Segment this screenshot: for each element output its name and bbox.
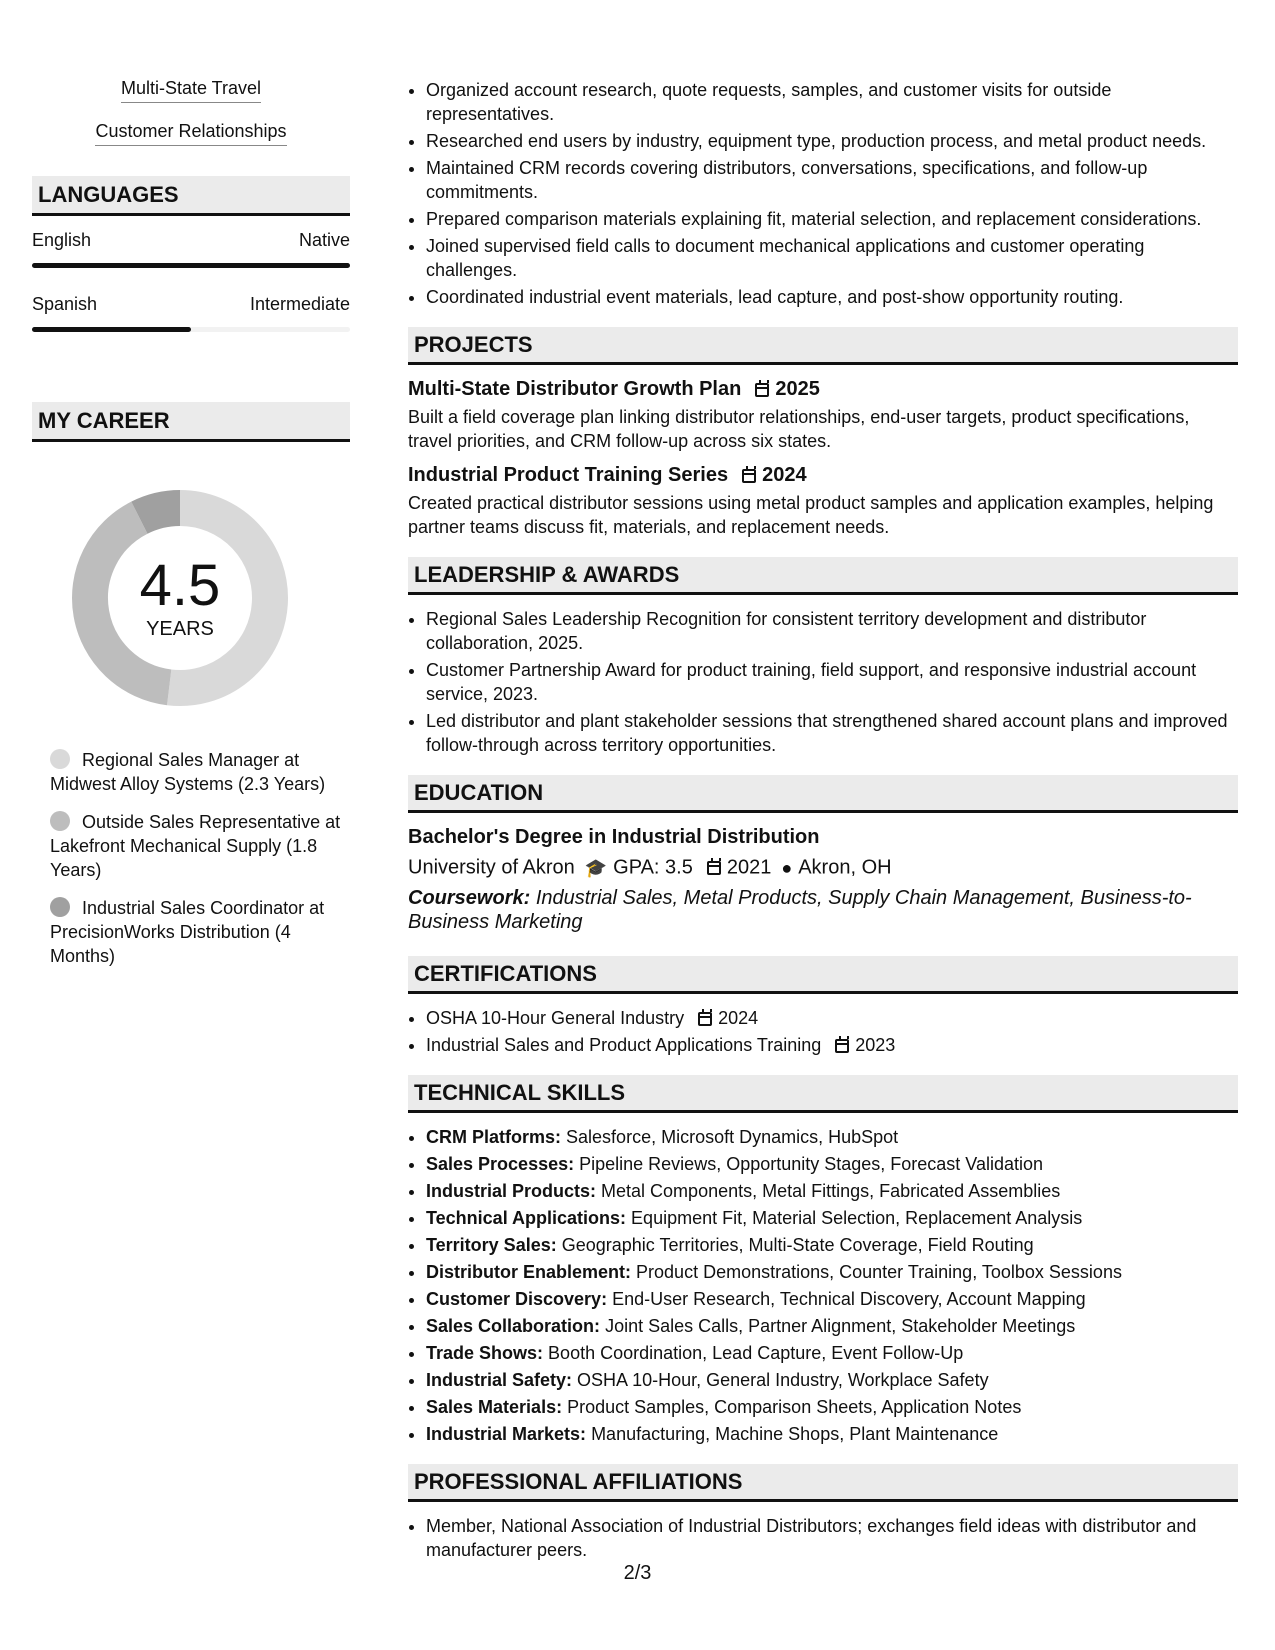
skill-value: Booth Coordination, Lead Capture, Event Follow-Up bbox=[548, 1342, 964, 1363]
certification-item bbox=[426, 1006, 1238, 1030]
skill-item bbox=[426, 1206, 1238, 1230]
skills-heading: TECHNICAL SKILLS bbox=[408, 1075, 1238, 1113]
career-legend-item bbox=[50, 810, 350, 882]
legend-dot bbox=[50, 749, 70, 769]
school-name: University of Akron bbox=[408, 856, 575, 879]
donut-center bbox=[66, 484, 294, 712]
certification-name: Industrial Sales and Product Applications Training bbox=[426, 1034, 822, 1055]
skill-item bbox=[426, 1287, 1238, 1311]
skill-item bbox=[426, 1395, 1238, 1419]
location-pin-icon: ● bbox=[781, 857, 793, 878]
graduation-cap-icon: 🎓 bbox=[584, 857, 608, 878]
career-heading: MY CAREER bbox=[32, 402, 350, 442]
language-bar bbox=[32, 327, 350, 332]
affiliations-list bbox=[408, 1514, 1238, 1562]
skill-item bbox=[426, 1233, 1238, 1257]
career-legend-item bbox=[50, 748, 350, 796]
career-legend bbox=[50, 748, 350, 968]
skill-label: Distributor Enablement: bbox=[426, 1261, 632, 1282]
affiliation-item: • Member, National Association of Industrial Distributors; exchanges field ideas with distributor and manufacturer peers. bbox=[426, 1514, 1238, 1562]
skill-item bbox=[426, 1368, 1238, 1392]
skill-value: Product Demonstrations, Counter Training, Toolbox Sessions bbox=[636, 1261, 1122, 1282]
education-heading: EDUCATION bbox=[408, 775, 1238, 813]
skills-list bbox=[408, 1125, 1238, 1446]
language-item bbox=[32, 294, 350, 332]
page-number: 2/3 bbox=[623, 1562, 652, 1584]
skill-label: Industrial Markets: bbox=[426, 1423, 587, 1444]
skill-value: Equipment Fit, Material Selection, Replacement Analysis bbox=[631, 1207, 1083, 1228]
language-name: English bbox=[32, 230, 92, 250]
award-item: • Customer Partnership Award for product training, field support, and responsive industrial account service, 2023. bbox=[426, 658, 1238, 706]
career-donut-chart bbox=[66, 484, 294, 712]
skill-item bbox=[426, 1179, 1238, 1203]
legend-dot bbox=[50, 811, 70, 831]
certification-year: 2023 bbox=[855, 1034, 896, 1055]
tag-item bbox=[32, 78, 350, 103]
project-year: 2024 bbox=[762, 464, 807, 486]
projects-heading: PROJECTS bbox=[408, 327, 1238, 365]
project-year: 2025 bbox=[775, 378, 820, 400]
tag-label: Customer Relationships bbox=[95, 121, 286, 146]
skill-label: Industrial Safety: bbox=[426, 1369, 573, 1390]
tag-item bbox=[32, 121, 350, 146]
skill-value: Product Samples, Comparison Sheets, Application Notes bbox=[567, 1396, 1022, 1417]
project-description: Built a field coverage plan linking distributor relationships, end-user targets, product specifications, travel priorities, and CRM follow-up across six states. bbox=[408, 407, 1190, 451]
career-total-years: 4.5 bbox=[139, 552, 221, 618]
language-bar bbox=[32, 263, 350, 268]
skill-label: Sales Collaboration: bbox=[426, 1315, 601, 1336]
awards-heading: LEADERSHIP & AWARDS bbox=[408, 557, 1238, 595]
coursework-list: Industrial Sales, Metal Products, Supply Chain Management, Business-to-Business Marketing bbox=[408, 886, 1192, 933]
language-bar-fill bbox=[32, 327, 191, 332]
award-item: • Regional Sales Leadership Recognition for consistent territory development and distributor collaboration, 2025. bbox=[426, 607, 1238, 655]
skill-item bbox=[426, 1125, 1238, 1149]
project-description: Created practical distributor sessions using metal product samples and application examples, helping partner teams discuss fit, materials, and replacement needs. bbox=[408, 493, 1214, 537]
career-total-unit: YEARS bbox=[146, 617, 214, 640]
career-legend-item bbox=[50, 896, 350, 968]
experience-bullet: • Coordinated industrial event materials, lead capture, and post-show opportunity routing. bbox=[426, 285, 1238, 309]
experience-bullet: • Joined supervised field calls to document mechanical applications and customer operating challenges. bbox=[426, 234, 1238, 282]
experience-bullet: • Prepared comparison materials explaining fit, material selection, and replacement considerations. bbox=[426, 207, 1238, 231]
skill-label: Customer Discovery: bbox=[426, 1288, 608, 1309]
award-item: • Led distributor and plant stakeholder sessions that strengthened shared account plans and improved follow-through across territory opportunities. bbox=[426, 709, 1238, 757]
skill-label: Trade Shows: bbox=[426, 1342, 544, 1363]
degree-title: Bachelor's Degree in Industrial Distribution bbox=[408, 826, 820, 848]
skill-label: Industrial Products: bbox=[426, 1180, 597, 1201]
affiliations-heading: PROFESSIONAL AFFILIATIONS bbox=[408, 1464, 1238, 1502]
career-legend-label: Regional Sales Manager at Midwest Alloy Systems (2.3 Years) bbox=[50, 750, 326, 794]
skill-value: Pipeline Reviews, Opportunity Stages, Forecast Validation bbox=[579, 1153, 1044, 1174]
calendar-icon bbox=[698, 1012, 712, 1026]
calendar-icon bbox=[755, 383, 769, 397]
certification-item bbox=[426, 1033, 1238, 1057]
project-item bbox=[408, 377, 1238, 453]
certifications-list bbox=[408, 1006, 1238, 1057]
calendar-icon bbox=[707, 861, 721, 875]
project-name: Industrial Product Training Series bbox=[408, 464, 729, 486]
coursework-label: Coursework: bbox=[408, 886, 531, 909]
skill-value: Salesforce, Microsoft Dynamics, HubSpot bbox=[566, 1126, 899, 1147]
certification-year: 2024 bbox=[718, 1007, 759, 1028]
calendar-icon bbox=[835, 1039, 849, 1053]
skill-value: Joint Sales Calls, Partner Alignment, Stakeholder Meetings bbox=[605, 1315, 1076, 1336]
languages-heading: LANGUAGES bbox=[32, 176, 350, 216]
skill-value: Geographic Territories, Multi-State Coverage, Field Routing bbox=[561, 1234, 1034, 1255]
career-legend-label: Outside Sales Representative at Lakefront Mechanical Supply (1.8 Years) bbox=[50, 812, 341, 880]
main-content bbox=[408, 78, 1238, 1565]
skill-item bbox=[426, 1422, 1238, 1446]
certifications-heading: CERTIFICATIONS bbox=[408, 956, 1238, 994]
project-item bbox=[408, 463, 1238, 539]
education-details bbox=[408, 855, 1238, 880]
skill-value: End-User Research, Technical Discovery, Account Mapping bbox=[612, 1288, 1086, 1309]
experience-bullet: • Maintained CRM records covering distributors, conversations, specifications, and follow-up commitments. bbox=[426, 156, 1238, 204]
language-item bbox=[32, 230, 350, 268]
graduation-year: 2021 bbox=[726, 856, 772, 879]
skill-value: OSHA 10-Hour, General Industry, Workplace Safety bbox=[577, 1369, 989, 1390]
awards-list bbox=[408, 607, 1238, 757]
school-location: Akron, OH bbox=[798, 856, 892, 879]
career-legend-label: Industrial Sales Coordinator at PrecisionWorks Distribution (4 Months) bbox=[50, 898, 325, 966]
language-name: Spanish bbox=[32, 294, 98, 314]
skill-label: CRM Platforms: bbox=[426, 1126, 562, 1147]
skill-label: Technical Applications: bbox=[426, 1207, 627, 1228]
legend-dot bbox=[50, 897, 70, 917]
experience-bullets bbox=[408, 78, 1238, 309]
project-name: Multi-State Distributor Growth Plan bbox=[408, 378, 742, 400]
certification-name: OSHA 10-Hour General Industry bbox=[426, 1007, 685, 1028]
experience-bullet: • Researched end users by industry, equipment type, production process, and metal product needs. bbox=[426, 129, 1238, 153]
skill-label: Sales Processes: bbox=[426, 1153, 575, 1174]
language-bar-fill bbox=[32, 263, 350, 268]
skill-item bbox=[426, 1314, 1238, 1338]
experience-bullet: • Organized account research, quote requests, samples, and customer visits for outside representatives. bbox=[426, 78, 1238, 126]
skill-item bbox=[426, 1260, 1238, 1284]
tag-label: Multi-State Travel bbox=[121, 78, 261, 103]
language-level: Intermediate bbox=[249, 294, 350, 314]
skill-value: Metal Components, Metal Fittings, Fabricated Assemblies bbox=[601, 1180, 1061, 1201]
calendar-icon bbox=[742, 469, 756, 483]
language-level: Native bbox=[298, 230, 350, 250]
coursework bbox=[408, 886, 1238, 934]
skill-label: Territory Sales: bbox=[426, 1234, 557, 1255]
skill-value: Manufacturing, Machine Shops, Plant Maintenance bbox=[591, 1423, 999, 1444]
sidebar bbox=[32, 78, 350, 982]
gpa: GPA: 3.5 bbox=[613, 856, 693, 879]
skill-item bbox=[426, 1341, 1238, 1365]
skill-label: Sales Materials: bbox=[426, 1396, 563, 1417]
skill-item bbox=[426, 1152, 1238, 1176]
